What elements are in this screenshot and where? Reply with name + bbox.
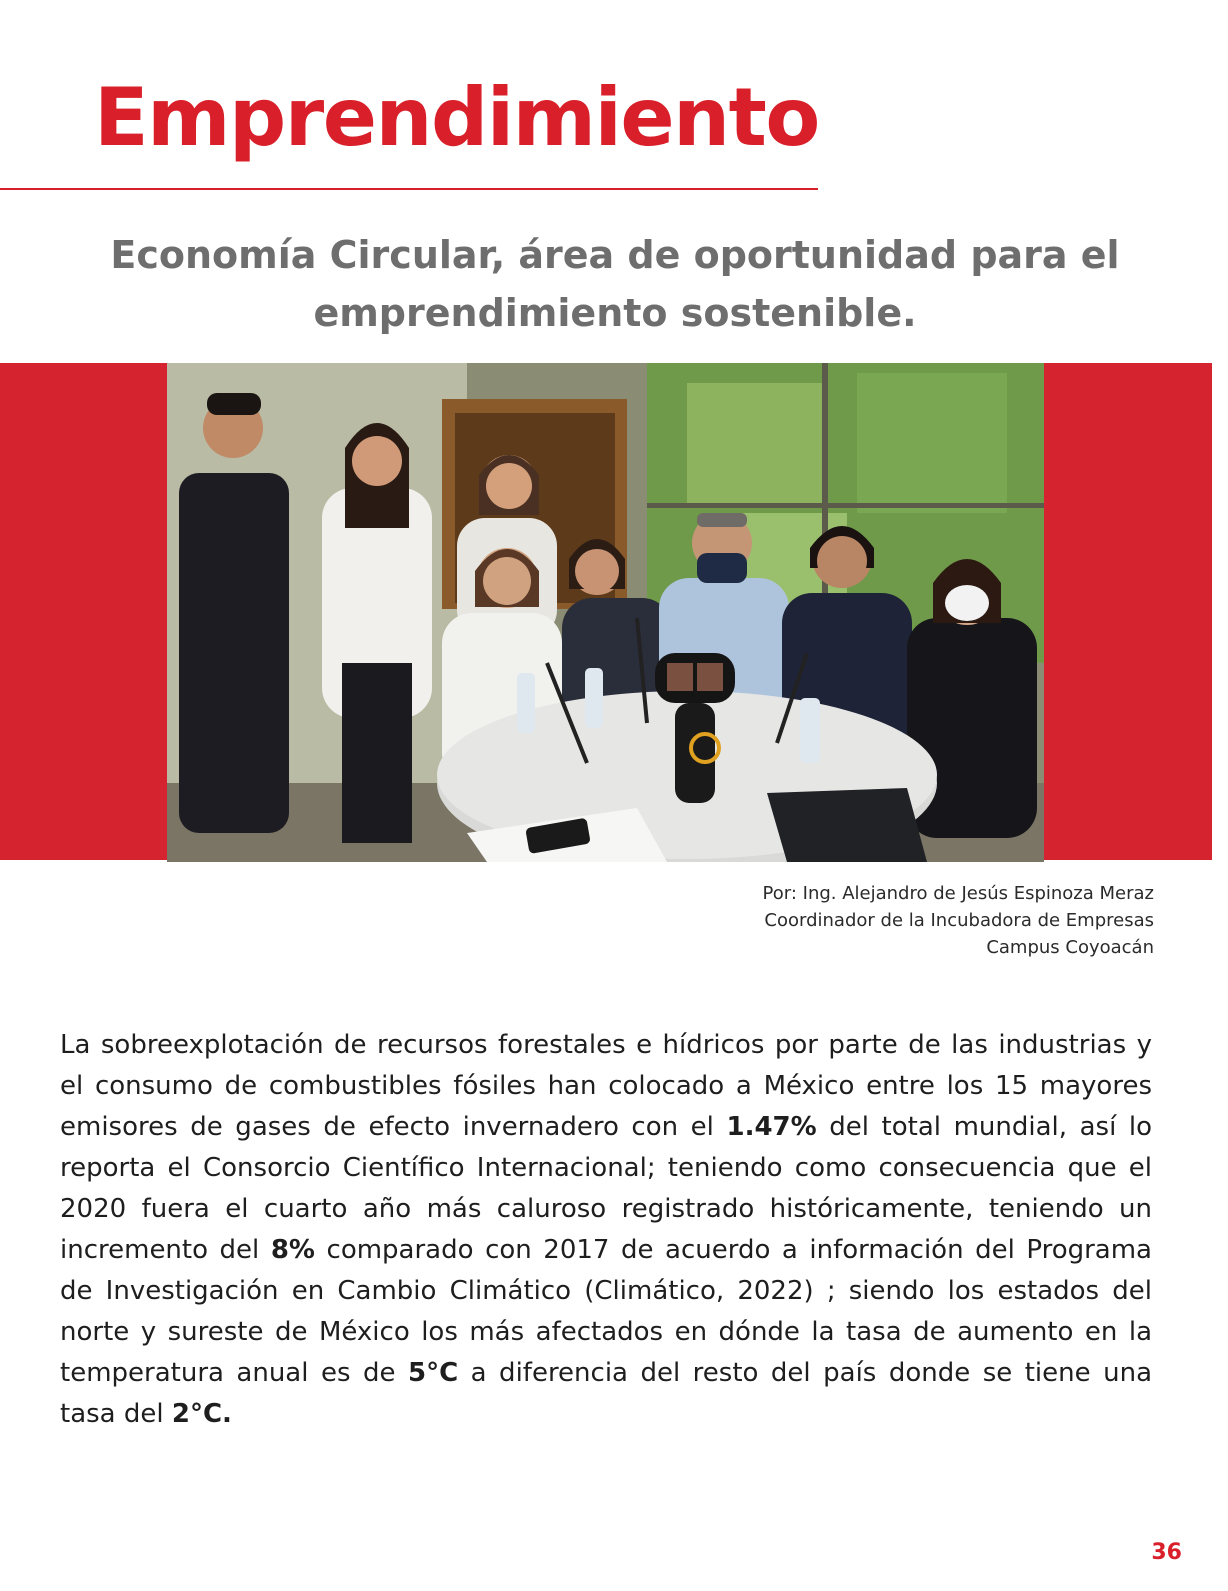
title-divider xyxy=(0,188,818,190)
body-text-segment: comparado con 2017 de acuerdo a información del Programa de Investigación en Cambio Climático (Climático, 2022) ; siendo los estados del norte y sureste de México los más afectados en dónde la tasa de aumento en la temperatura anual es de xyxy=(60,1235,1152,1388)
body-text-segment: del total mundial, así lo reporta el Consorcio Científico Internacional; teniendo como consecuencia que el 2020 fuera el cuarto año más caluroso registrado históricamente, teniendo un incremento del xyxy=(60,1112,1153,1265)
article-headline xyxy=(40,226,1190,342)
headline-line-2: emprendimiento sostenible. xyxy=(313,291,917,335)
headline-line-1: Economía Circular, área de oportunidad para el xyxy=(110,233,1120,277)
article-body xyxy=(60,1025,1152,1435)
group-photo xyxy=(167,363,1044,862)
body-text-segment: a diferencia del resto del país donde se tiene una tasa del xyxy=(60,1358,1153,1429)
author-byline xyxy=(594,880,1154,961)
body-highlight-north-temp: 5°C xyxy=(407,1358,459,1388)
byline-author: Por: Ing. Alejandro de Jesús Espinoza Meraz xyxy=(762,883,1154,904)
body-highlight-increase: 8% xyxy=(270,1235,315,1265)
page-number: 36 xyxy=(1151,1540,1182,1565)
body-highlight-rest-temp: 2°C. xyxy=(171,1399,232,1429)
body-highlight-emissions: 1.47% xyxy=(726,1112,817,1142)
section-title: Emprendimiento xyxy=(94,71,819,164)
byline-campus: Campus Coyoacán xyxy=(986,937,1154,958)
body-text-segment: La sobreexplotación de recursos forestales e hídricos por parte de las industrias y el consumo de combustibles fósiles han colocado a México entre los 15 mayores emisores de gases de efecto invernadero con el xyxy=(60,1030,1152,1142)
byline-role: Coordinador de la Incubadora de Empresas xyxy=(764,910,1154,931)
